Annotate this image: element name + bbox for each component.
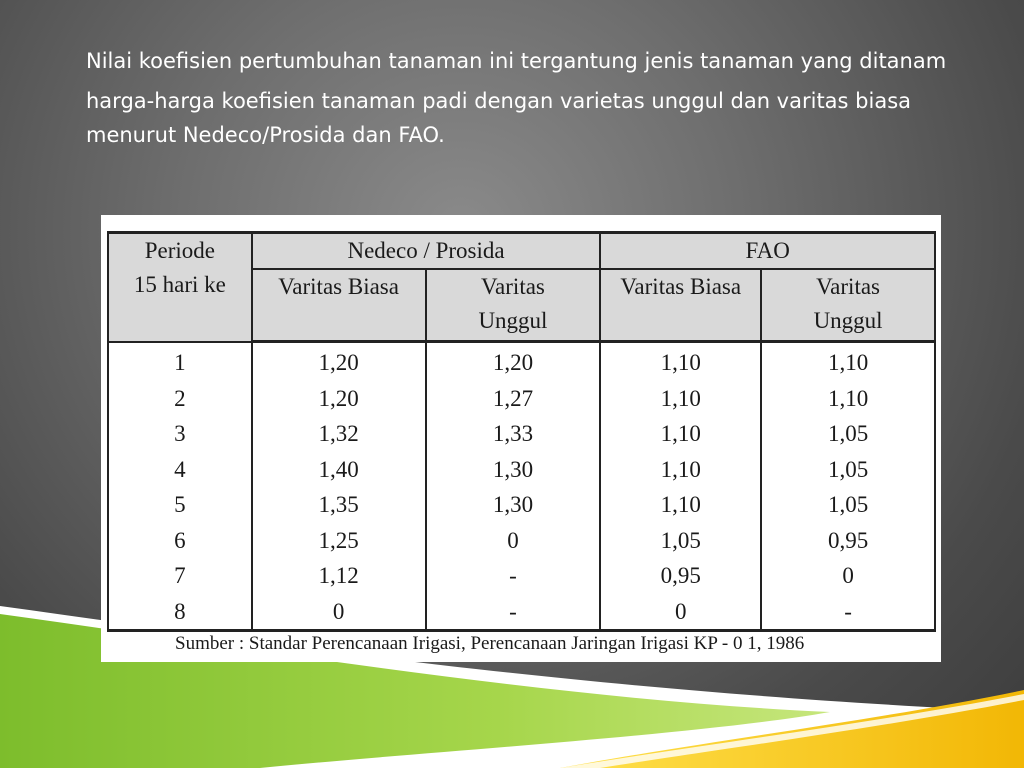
table-cell: 4 [108, 452, 252, 488]
table-cell: 2 [108, 381, 252, 417]
table-cell: 1,05 [761, 487, 935, 523]
table-cell: 6 [108, 523, 252, 559]
table-cell: 8 [108, 594, 252, 631]
table-cell: 1,20 [252, 342, 426, 381]
table-cell: 0,95 [600, 558, 761, 594]
periode-header-line2: 15 hari ke [133, 272, 226, 297]
periode-header-line1: Periode [144, 238, 215, 263]
table-cell: 1,33 [426, 416, 601, 452]
table-cell: 0 [600, 594, 761, 631]
table-row [108, 594, 935, 631]
table-cell: 0 [426, 523, 601, 559]
periode-header [108, 233, 252, 342]
header-line: Unggul [813, 308, 883, 333]
table-cell: 7 [108, 558, 252, 594]
table-cell: 1,10 [600, 342, 761, 381]
table-cell: - [426, 558, 601, 594]
table-row [108, 558, 935, 594]
fao-header: FAO [600, 233, 935, 270]
table-cell: 0,95 [761, 523, 935, 559]
header-line: Varitas [481, 274, 545, 299]
table-cell: 1,05 [761, 452, 935, 488]
header-line: Varitas Biasa [278, 274, 399, 299]
header-line: Varitas [816, 274, 880, 299]
table-cell: 1,35 [252, 487, 426, 523]
table-cell: 1,27 [426, 381, 601, 417]
table-cell: 3 [108, 416, 252, 452]
table-row [108, 381, 935, 417]
description-paragraph: harga-harga koefisien tanaman padi dengan varietas unggul dan varitas biasa menurut Nedeco/Prosida dan FAO. [86, 89, 912, 147]
nedeco-prosida-header: Nedeco / Prosida [252, 233, 601, 270]
table-cell: 1,10 [761, 342, 935, 381]
table-cell: 0 [761, 558, 935, 594]
table-row [108, 342, 935, 381]
table-cell: 1,30 [426, 487, 601, 523]
table-cell: 0 [252, 594, 426, 631]
slide-text [86, 44, 966, 158]
table-cell: 1,10 [600, 416, 761, 452]
fao-varitas-biasa-header [600, 269, 761, 342]
header-line: Varitas Biasa [620, 274, 742, 299]
table-cell: 1,05 [761, 416, 935, 452]
table-cell: 1,12 [252, 558, 426, 594]
table-cell: - [761, 594, 935, 631]
table-cell: 1,05 [600, 523, 761, 559]
table-row [108, 487, 935, 523]
table-cell: 1,20 [426, 342, 601, 381]
table-cell: - [426, 594, 601, 631]
nedeco-varitas-unggul-header [426, 269, 601, 342]
fao-varitas-unggul-header [761, 269, 935, 342]
table-cell: 1,10 [600, 381, 761, 417]
table-row [108, 523, 935, 559]
table-cell: 1,20 [252, 381, 426, 417]
table-row [108, 452, 935, 488]
table-cell: 5 [108, 487, 252, 523]
crop-coefficient-table-card [101, 215, 941, 662]
table-cell: 1,10 [761, 381, 935, 417]
nedeco-varitas-biasa-header [252, 269, 426, 342]
table-cell: 1,40 [252, 452, 426, 488]
header-line: Unggul [478, 308, 548, 333]
table-source-note: Sumber : Standar Perencanaan Irigasi, Perencanaan Jaringan Irigasi KP - 0 1, 1986 [175, 633, 805, 654]
table-cell: 1,10 [600, 487, 761, 523]
table-cell: 1,32 [252, 416, 426, 452]
table-cell: 1 [108, 342, 252, 381]
crop-coefficient-table [107, 231, 936, 632]
table-cell: 1,10 [600, 452, 761, 488]
table-row [108, 416, 935, 452]
table-cell: 1,30 [426, 452, 601, 488]
intro-paragraph: Nilai koefisien pertumbuhan tanaman ini tergantung jenis tanaman yang ditanam [86, 49, 947, 73]
table-cell: 1,25 [252, 523, 426, 559]
